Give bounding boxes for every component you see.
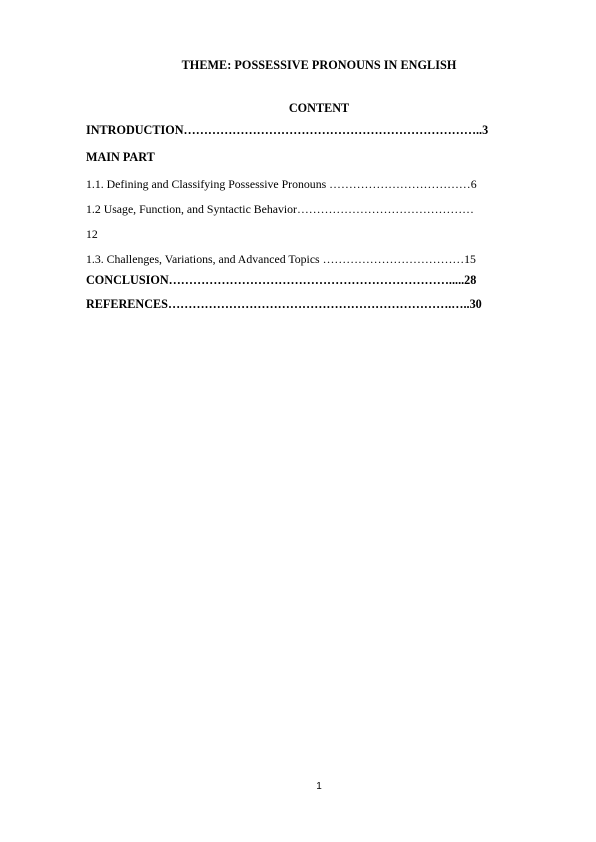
- toc-entry-references: REFERENCES…………………………………………………………….…..30: [86, 297, 482, 311]
- toc-entry-1-1: 1.1. Defining and Classifying Possessive Pronouns ………………………………6: [86, 177, 477, 191]
- content-heading: CONTENT: [288, 101, 350, 115]
- toc-entry-1-2: 1.2 Usage, Function, and Syntactic Behavior………………………………………: [86, 202, 474, 216]
- document-theme-title: THEME: POSSESSIVE PRONOUNS IN ENGLISH: [181, 58, 457, 72]
- toc-entry-1-3: 1.3. Challenges, Variations, and Advanced Topics ………………………………15: [86, 252, 476, 266]
- toc-entry-conclusion: CONCLUSION…………………………………………………………….....28: [86, 273, 477, 287]
- toc-entry-introduction: INTRODUCTION………………………………………………………………..3: [86, 123, 489, 137]
- toc-entry-main-part: MAIN PART: [86, 150, 155, 164]
- page-number: 1: [316, 781, 322, 792]
- toc-entry-1-2-page: 12: [86, 227, 98, 241]
